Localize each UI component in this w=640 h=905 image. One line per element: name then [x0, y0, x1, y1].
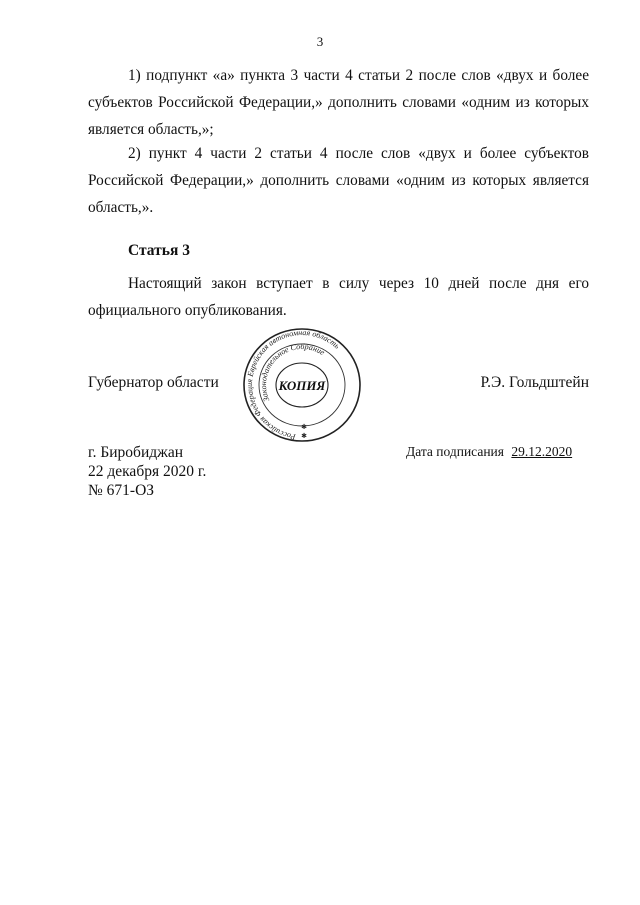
- stamp-star-icon: ✱: [301, 432, 307, 440]
- stamp-outer-text: Российская Федерация Еврейская автономная область: [245, 327, 342, 442]
- svg-text:Законодательное Собрание: [259, 342, 327, 403]
- stamp-star-icon: ✱: [301, 423, 307, 431]
- footer-city: г. Биробиджан: [88, 444, 184, 461]
- page-number: 3: [316, 34, 324, 49]
- signing-date-block: [406, 444, 572, 460]
- stamp-inner-text: Законодательное Собрание: [259, 341, 327, 403]
- article-3-text: Настоящий закон вступает в силу через 10 дней после дня его официального опубликования.: [88, 275, 589, 319]
- governor-title: Губернатор области: [88, 374, 219, 391]
- paragraph-item-1: 1) подпункт «а» пункта 3 части 4 статьи 2 после слов «двух и более субъектов Российской Федерации,» дополнить словами «одним из которых является область,»;: [88, 67, 589, 138]
- governor-name: Р.Э. Гольдштейн: [480, 374, 589, 391]
- stamp-center-text: КОПИЯ: [278, 378, 326, 393]
- signing-date: 29.12.2020: [511, 444, 573, 459]
- official-seal-stamp: [232, 327, 372, 443]
- law-number: № 671-ОЗ: [88, 482, 155, 499]
- paragraph-item-2: 2) пункт 4 части 2 статьи 4 после слов «двух и более субъектов Российской Федерации,» дополнить словами «одним из которых является область,».: [88, 145, 589, 216]
- footer-date: 22 декабря 2020 г.: [88, 463, 207, 480]
- article-3-heading: Статья 3: [128, 242, 190, 259]
- signing-label: Дата подписания: [406, 444, 504, 459]
